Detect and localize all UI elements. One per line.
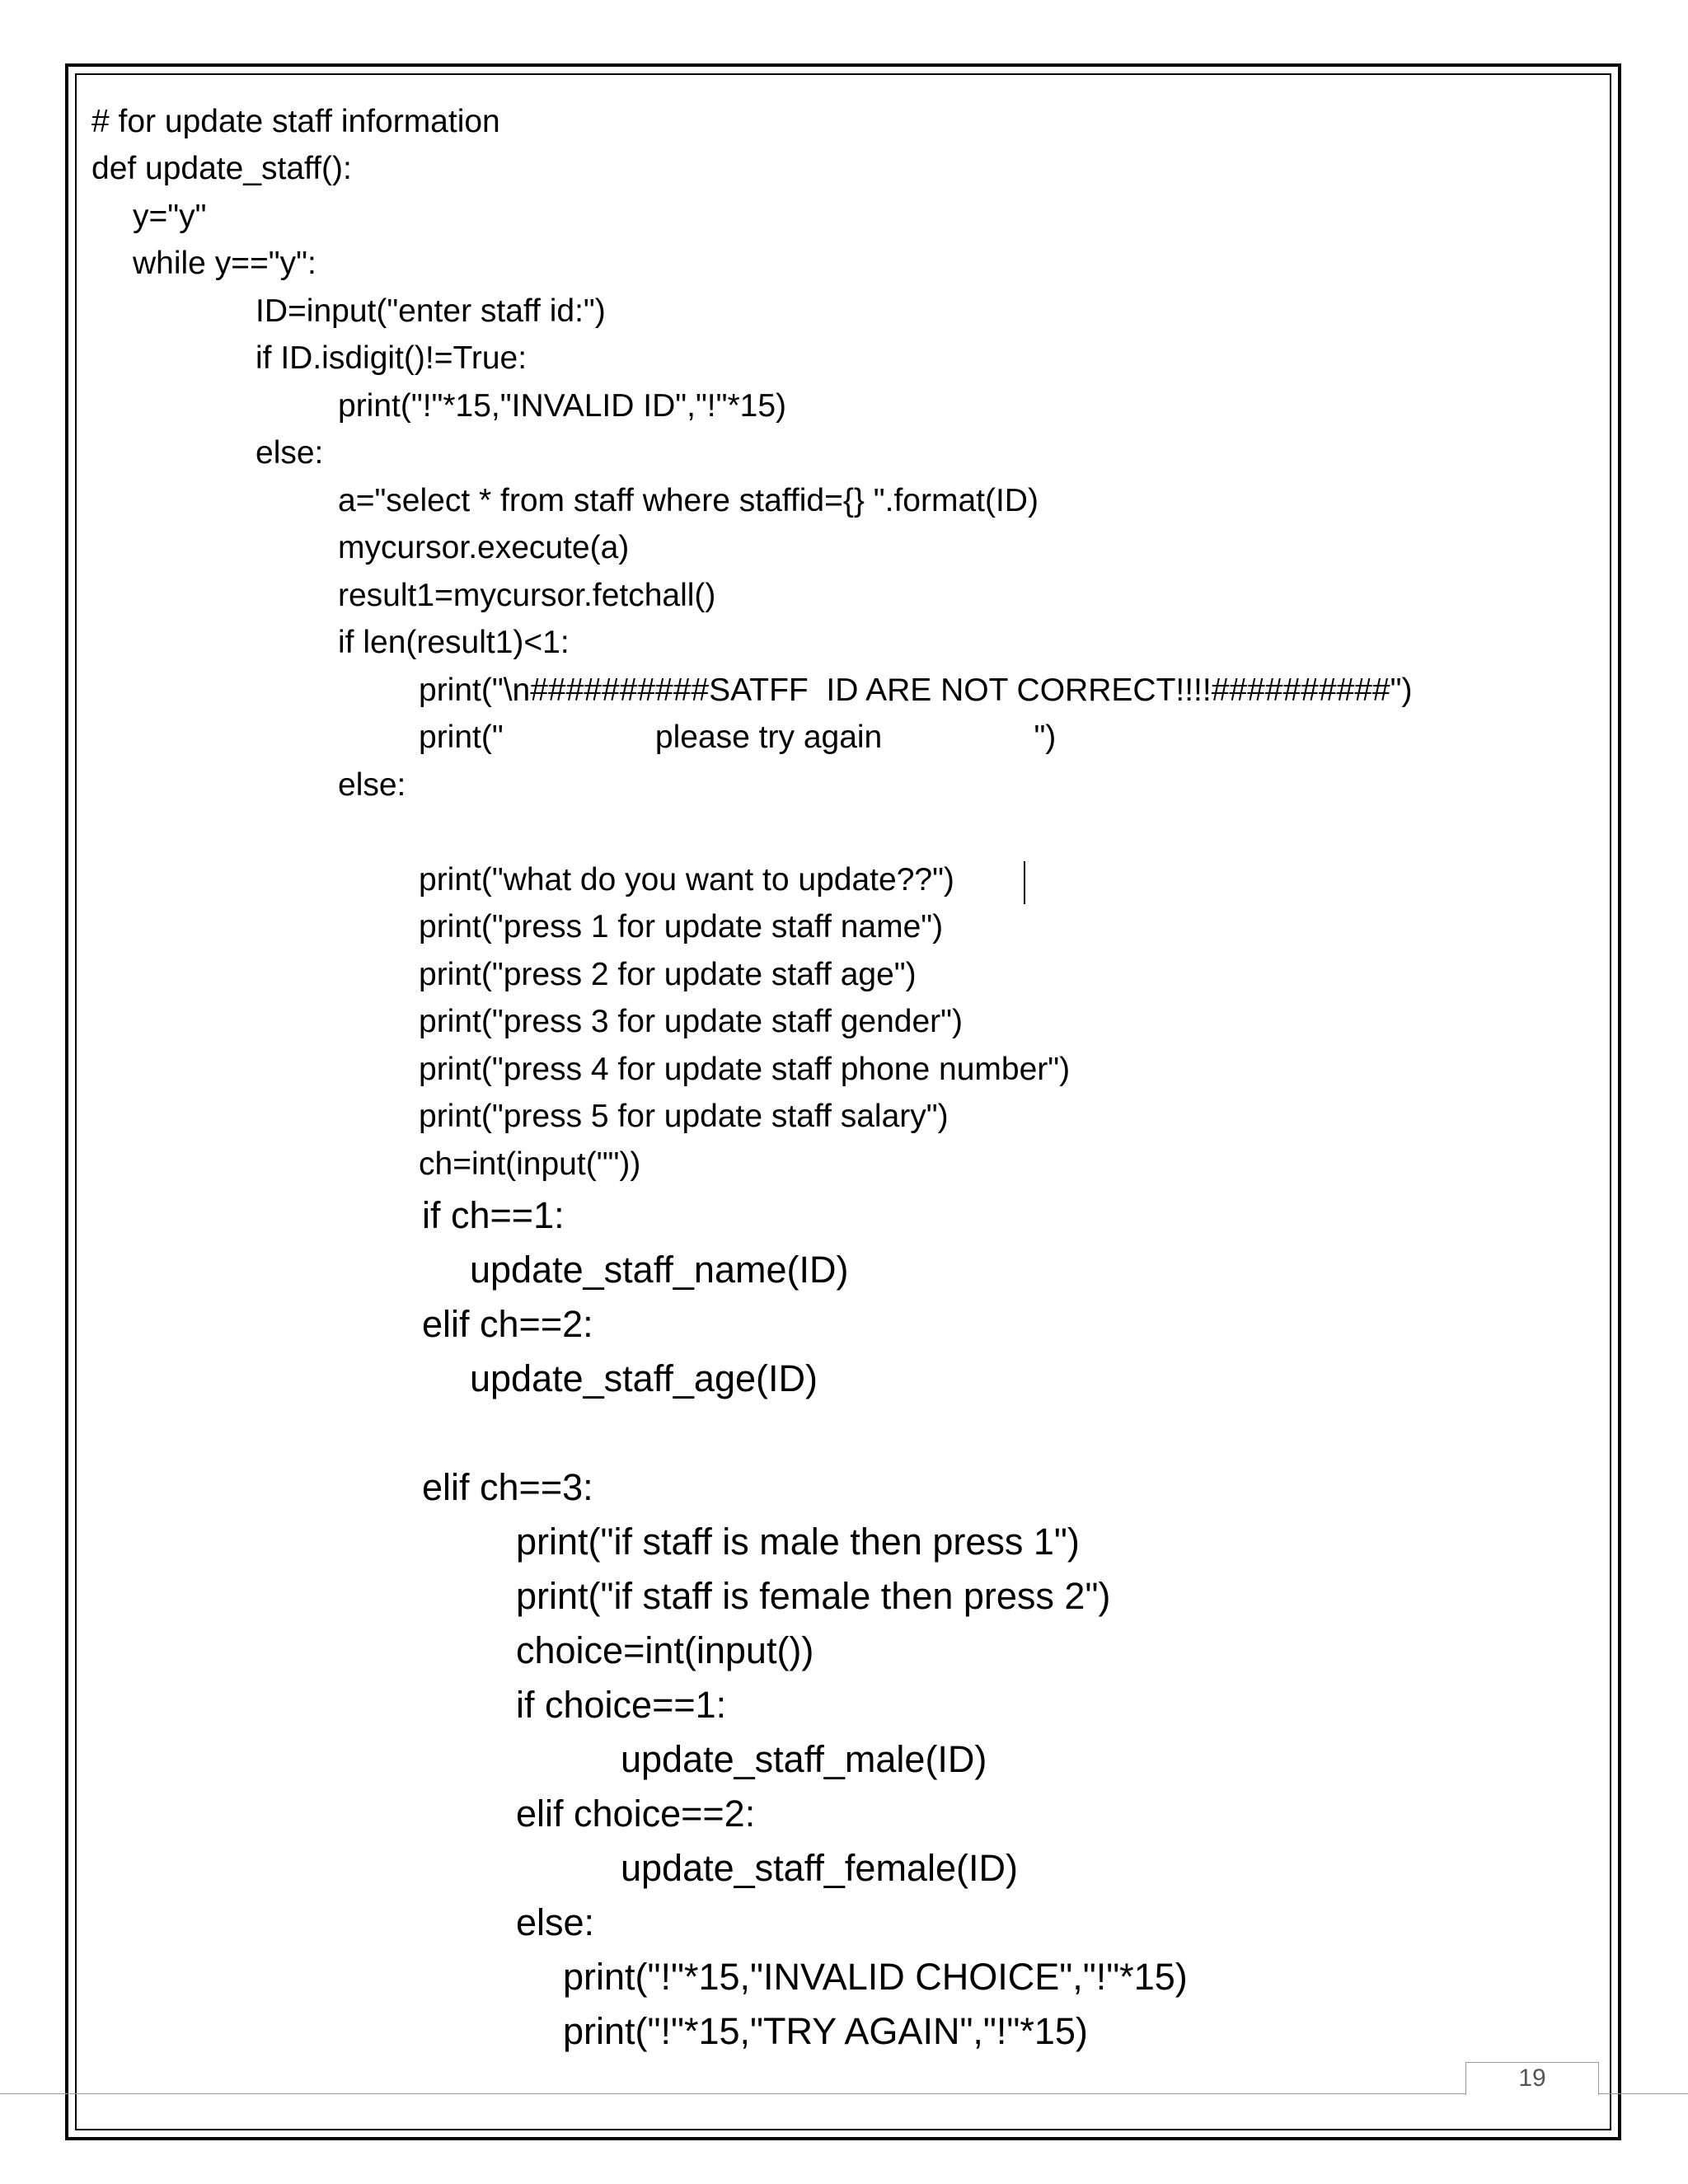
code-line: update_staff_male(ID) — [621, 1738, 987, 1780]
code-line: y="y" — [133, 199, 207, 234]
code-line: print("press 2 for update staff age") — [419, 957, 917, 992]
code-line: print("press 3 for update staff gender") — [419, 1004, 963, 1039]
code-line: ID=input("enter staff id:") — [256, 293, 606, 329]
code-line: if len(result1)<1: — [338, 625, 570, 660]
code-line: print("if staff is female then press 2") — [516, 1575, 1111, 1617]
code-line: else: — [256, 435, 324, 471]
code-line: print("what do you want to update??") — [419, 862, 954, 898]
code-line: else: — [338, 767, 406, 803]
code-line: def update_staff(): — [91, 151, 352, 186]
code-line: print(" please try again ") — [419, 719, 1057, 755]
footer-rule — [0, 2093, 1688, 2094]
code-line: print("!"*15,"TRY AGAIN","!"*15) — [563, 2010, 1088, 2052]
code-line: mycursor.execute(a) — [338, 530, 630, 565]
code-line: elif choice==2: — [516, 1793, 756, 1835]
code-line: print("press 1 for update staff name") — [419, 909, 944, 944]
code-line: elif ch==3: — [422, 1466, 593, 1508]
code-line: print("!"*15,"INVALID ID","!"*15) — [338, 388, 787, 424]
code-line: if ch==1: — [422, 1194, 565, 1236]
code-line: update_staff_female(ID) — [621, 1847, 1018, 1889]
code-line: update_staff_name(ID) — [470, 1249, 849, 1291]
code-line: # for update staff information — [91, 104, 500, 139]
code-line: if ID.isdigit()!=True: — [256, 340, 528, 376]
code-line: choice=int(input()) — [516, 1629, 814, 1671]
code-line: result1=mycursor.fetchall() — [338, 578, 716, 613]
code-line: print("!"*15,"INVALID CHOICE","!"*15) — [563, 1956, 1188, 1998]
code-line: print("press 4 for update staff phone number") — [419, 1052, 1071, 1087]
code-line: if choice==1: — [516, 1684, 727, 1726]
code-line: a="select * from staff where staffid={} ".format(ID) — [338, 483, 1039, 518]
code-line: print("\n##########SATFF ID ARE NOT CORRECT!!!!##########") — [419, 673, 1413, 708]
code-line: while y=="y": — [133, 246, 316, 281]
code-line: elif ch==2: — [422, 1303, 593, 1345]
code-line: print("press 5 for update staff salary") — [419, 1099, 949, 1134]
page-number: 19 — [1465, 2062, 1599, 2095]
text-cursor — [1024, 861, 1025, 904]
code-line: update_staff_age(ID) — [470, 1357, 818, 1399]
code-line: print("if staff is male then press 1") — [516, 1521, 1080, 1563]
code-line: ch=int(input("")) — [419, 1146, 641, 1182]
code-line: else: — [516, 1901, 595, 1943]
